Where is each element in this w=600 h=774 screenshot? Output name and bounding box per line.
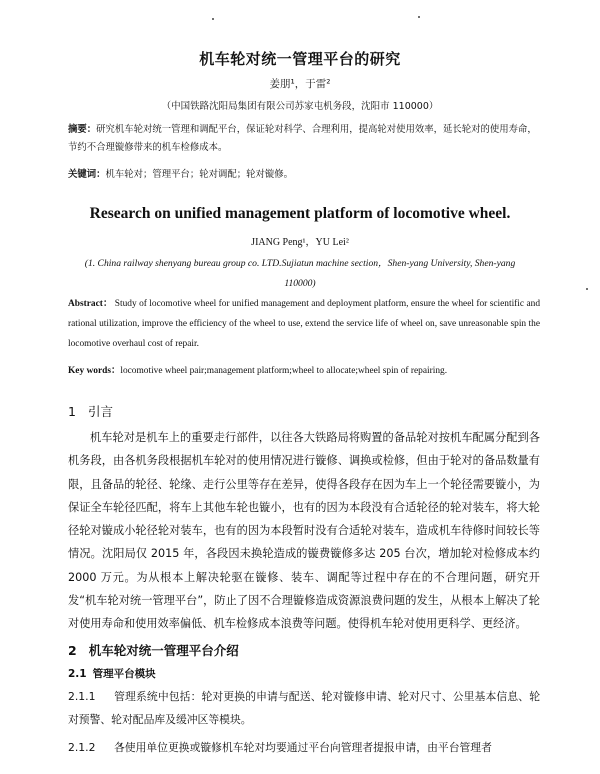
scan-speck bbox=[212, 18, 214, 20]
affiliation-english: (1. China railway shenyang bureau group co. LTD.Sujiatun machine section，Shen-yang University, Shen-yang 110000) bbox=[84, 258, 516, 289]
scan-speck bbox=[418, 16, 420, 18]
section-2-heading bbox=[68, 641, 239, 659]
section-1-number: 1 bbox=[68, 404, 76, 419]
section-2-number: 2 bbox=[68, 643, 77, 658]
keywords-chinese-label: 关键词： bbox=[68, 169, 106, 180]
title-chinese: 机车轮对统一管理平台的研究 bbox=[199, 50, 401, 68]
section-1-heading bbox=[68, 402, 113, 420]
abstract-chinese-text: 研究机车轮对统一管理和调配平台，保证轮对科学、合理利用，提高轮对使用效率，延长轮对的使用寿命，节约不合理镟修带来的机车检修成本。 bbox=[68, 124, 537, 153]
paragraph-2-1-1-text: 管理系统中包括：轮对更换的申请与配送、轮对镟修申请、轮对尺寸、公里基本信息、轮对预警、轮对配品库及缓冲区等模块。 bbox=[68, 690, 540, 726]
authors-chinese: 姜朋¹，于雷² bbox=[269, 78, 331, 90]
paragraph-2-1-2-text: 各使用单位更换或镟修机车轮对均要通过平台向管理者提报申请，由平台管理者 bbox=[114, 741, 492, 754]
keywords-chinese-text: 机车轮对；管理平台；轮对调配；轮对镟修。 bbox=[105, 169, 294, 180]
subsection-2-1-number: 2.1 bbox=[68, 668, 87, 680]
section-1-paragraph: 机车轮对是机车上的重要走行部件，以往各大铁路局将购置的备品轮对按机车配属分配到各机务段，由各机务段根据机车轮对的使用情况进行镟修、调换或检修，但由于轮对的备品数量有限，且备品的轮径、轮缘、走行公里等存在差异，使得各段存在因为车上一个轮径需要镟小，为保证全车轮径匹配，将车上其他车轮也镟小，也有的因为本段没有合适轮径的轮对装车，将大轮径轮对镟成小轮径轮对装车，也有的因为本段暂时没有合适轮对装车，造成机车待修时间较长等情况。沈阳局仅 2015 年，各段因未换轮造成的镟费镟修多达 205 台次，增加轮对检修成本约 2000 万元。为从根本上解决轮驱在镟修、装车、调配等过程中存在的不合理问题，研究开发“机车轮对统一管理平台”，防止了因不合理镟修造成资源浪费问题的发生，从根本上解决了轮对使用寿命和使用效率偏低、机车检修成本浪费等问题。使得机车轮对使用更科学、更经济。 bbox=[68, 431, 540, 631]
scan-speck bbox=[586, 288, 588, 290]
paragraph-2-1-1 bbox=[68, 686, 540, 731]
title-english: Research on unified management platform of locomotive wheel. bbox=[89, 205, 511, 222]
keywords-english bbox=[68, 362, 540, 376]
keywords-english-text: locomotive wheel pair;management platform;wheel to allocate;wheel spin of repairing. bbox=[120, 366, 448, 376]
abstract-chinese bbox=[68, 121, 538, 157]
paragraph-2-1-1-number: 2.1.1 bbox=[68, 690, 96, 703]
subsection-2-1-title: 管理平台模块 bbox=[92, 668, 156, 680]
abstract-chinese-label: 摘要： bbox=[68, 124, 97, 135]
abstract-english bbox=[68, 294, 540, 354]
paragraph-2-1-2-number: 2.1.2 bbox=[68, 741, 96, 754]
subsection-2-1-heading bbox=[68, 666, 156, 681]
affiliation-chinese: （中国铁路沈阳局集团有限公司苏家屯机务段，沈阳市 110000） bbox=[161, 101, 439, 112]
abstract-english-text: Study of locomotive wheel for unified management and deployment platform, ensure the wheel for scientific and rational utilization, improve the efficiency of the wheel to use, extend the service life of wheel on, save unreasonable spin the locomotive overhaul cost of repair. bbox=[68, 299, 541, 349]
keywords-english-label: Key words： bbox=[68, 366, 121, 376]
abstract-english-label: Abstract： bbox=[68, 299, 113, 309]
authors-english: JIANG Peng¹，YU Lei² bbox=[251, 237, 349, 248]
section-2-title: 机车轮对统一管理平台介绍 bbox=[88, 643, 239, 658]
section-1-title: 引言 bbox=[87, 404, 113, 419]
paragraph-2-1-2 bbox=[68, 737, 540, 760]
keywords-chinese bbox=[68, 166, 538, 180]
